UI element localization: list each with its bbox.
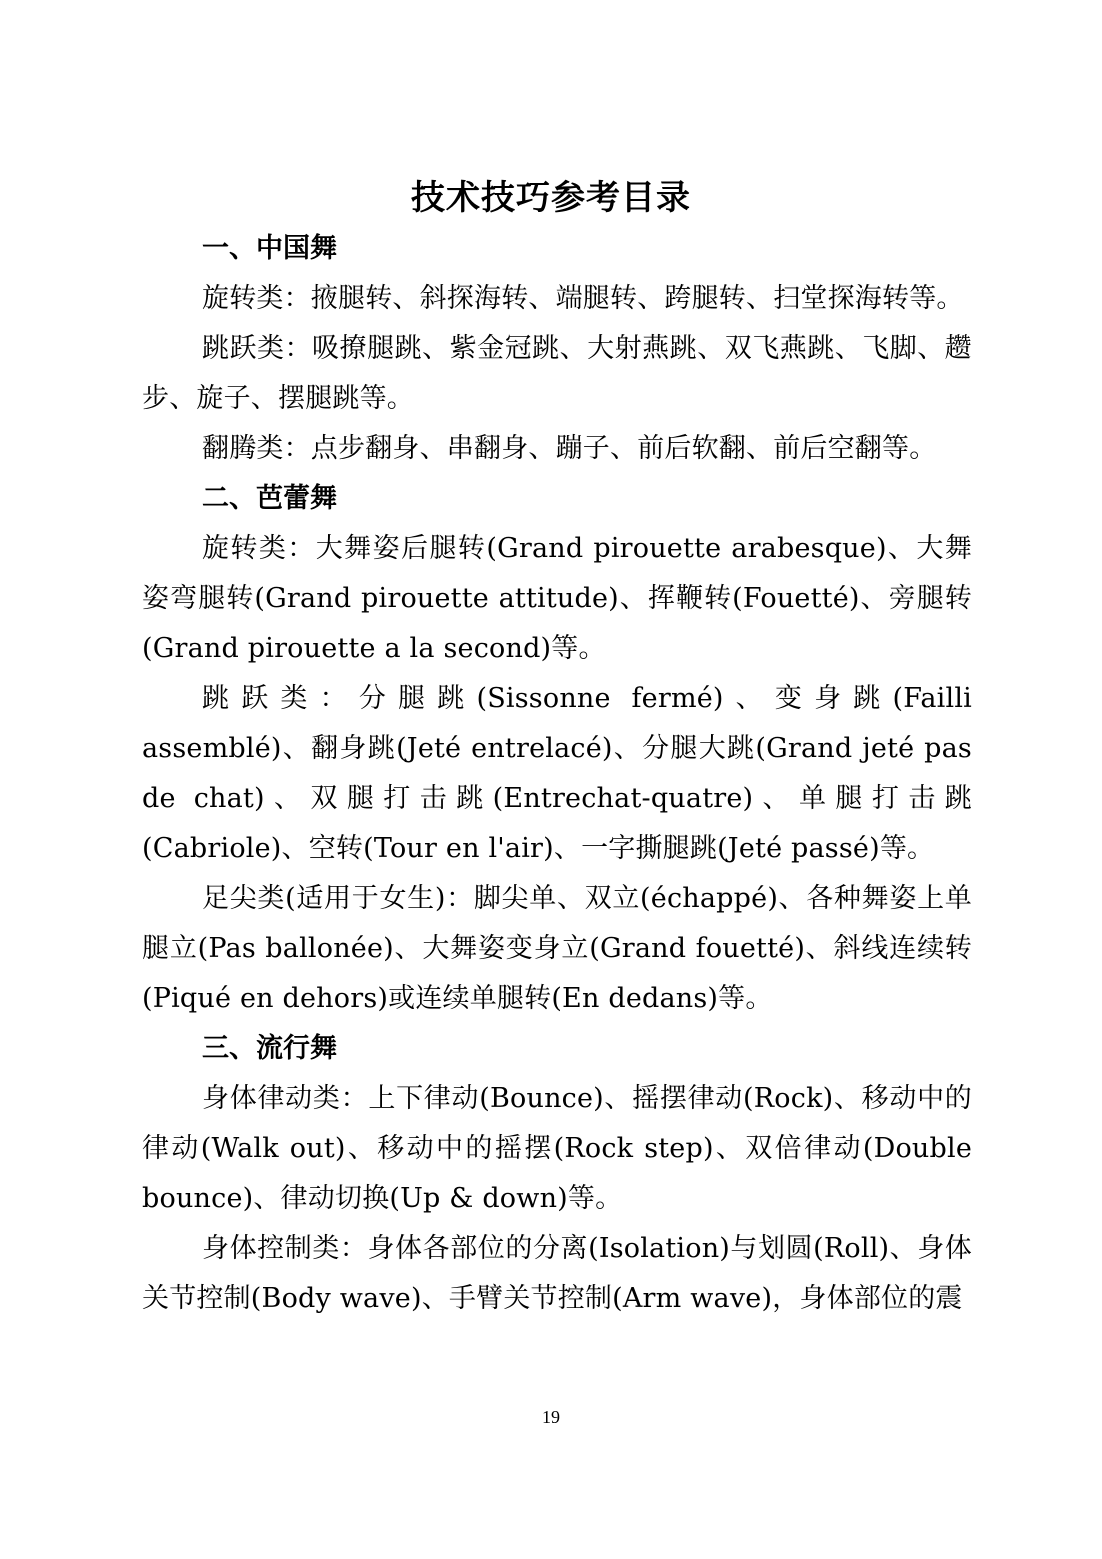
page-number: 19 xyxy=(542,1407,560,1427)
paragraph-ballet-turns: 旋转类：大舞姿后腿转(Grand pirouette arabesque)、大舞姿弯腿转(Grand pirouette attitude)、挥鞭转(Fouetté)、旁腿转(Grand pirouette a la second)等。 xyxy=(142,533,972,664)
paragraph-ballet-pointe: 足尖类(适用于女生)：脚尖单、双立(échappé)、各种舞姿上单腿立(Pas ballonée)、大舞姿变身立(Grand fouetté)、斜线连续转(Piqué en dehors)或连续单腿转(En dedans)等。 xyxy=(142,883,972,1014)
section-heading-street-dance: 三、流行舞 xyxy=(202,1033,337,1064)
paragraph-street-groove: 身体律动类：上下律动(Bounce)、摇摆律动(Rock)、移动中的律动(Walk out)、移动中的摇摆(Rock step)、双倍律动(Double bounce)、律动切换(Up & down)等。 xyxy=(142,1083,972,1214)
section-heading-chinese-dance: 一、中国舞 xyxy=(202,233,337,264)
section-heading-ballet: 二、芭蕾舞 xyxy=(202,483,337,514)
paragraph-ballet-jumps: 跳跃类：分腿跳(Sissonne fermé)、变身跳(Failli assemblé)、翻身跳(Jeté entrelacé)、分腿大跳(Grand jeté pas de chat)、双腿打击跳(Entrechat-quatre)、单腿打击跳(Cabriole)、空转(Tour en l'air)、一字撕腿跳(Jeté passé)等。 xyxy=(142,683,972,864)
paragraph-chinese-flips: 翻腾类：点步翻身、串翻身、蹦子、前后软翻、前后空翻等。 xyxy=(202,433,937,464)
document-body xyxy=(142,224,972,1324)
paragraph-chinese-turns: 旋转类：掖腿转、斜探海转、端腿转、跨腿转、扫堂探海转等。 xyxy=(202,283,964,314)
document-title: 技术技巧参考目录 xyxy=(411,178,691,218)
paragraph-street-control: 身体控制类：身体各部位的分离(Isolation)与划圆(Roll)、身体关节控制(Body wave)、手臂关节控制(Arm wave)，身体部位的震 xyxy=(142,1233,972,1314)
paragraph-chinese-jumps: 跳跃类：吸撩腿跳、紫金冠跳、大射燕跳、双飞燕跳、飞脚、趱步、旋子、摆腿跳等。 xyxy=(142,333,972,414)
